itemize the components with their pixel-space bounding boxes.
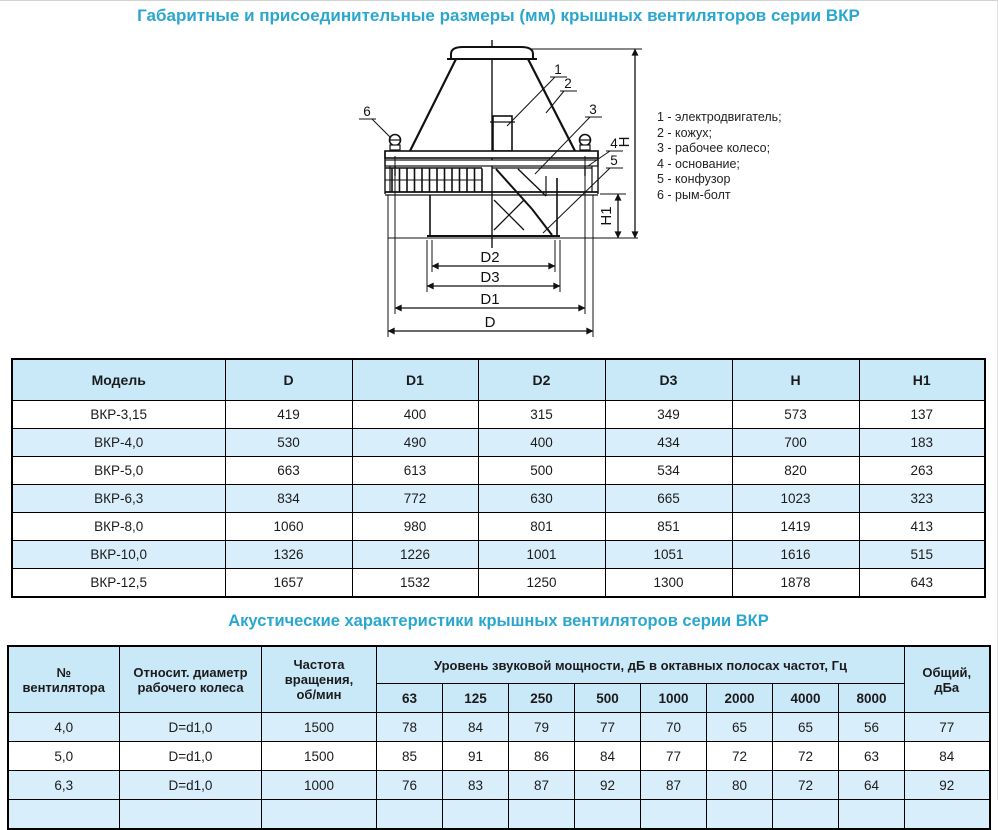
cell: ВКР-8,0 bbox=[12, 513, 225, 541]
cell bbox=[641, 800, 707, 830]
dim-label-d1: D1 bbox=[480, 291, 500, 308]
cell: 56 bbox=[839, 713, 905, 742]
dim-label-d: D bbox=[484, 314, 496, 331]
cell: 92 bbox=[575, 771, 641, 800]
cell: 820 bbox=[732, 457, 859, 485]
cell bbox=[773, 800, 839, 830]
legend-item: 6 - рым-болт bbox=[657, 187, 731, 202]
table-row bbox=[8, 742, 990, 771]
cell: 980 bbox=[352, 513, 478, 541]
col-header-d3: D3 bbox=[605, 359, 732, 401]
cell: 4,0 bbox=[8, 713, 120, 742]
cell: ВКР-12,5 bbox=[12, 569, 225, 598]
cell bbox=[707, 800, 773, 830]
fan-diagram-section bbox=[0, 26, 998, 348]
cell bbox=[262, 800, 377, 830]
band-header: 1000 bbox=[641, 684, 707, 713]
cell bbox=[905, 800, 990, 830]
acoustics-table bbox=[7, 645, 991, 830]
cell: 573 bbox=[732, 401, 859, 429]
band-header: 125 bbox=[443, 684, 509, 713]
cell: 77 bbox=[641, 742, 707, 771]
cell: 5,0 bbox=[8, 742, 120, 771]
cell: 1878 bbox=[732, 569, 859, 598]
dim-label-d2: D2 bbox=[480, 249, 500, 266]
cell: 79 bbox=[509, 713, 575, 742]
header-row bbox=[8, 646, 990, 684]
dim-label-h: H bbox=[616, 136, 633, 148]
col-header-rotation: Частота вращения, об/мин bbox=[262, 646, 377, 713]
cell: 1060 bbox=[225, 513, 352, 541]
table-row-partial bbox=[8, 800, 990, 830]
legend-item: 1 - электродвигатель; bbox=[657, 110, 782, 124]
dimensions-table bbox=[11, 358, 986, 598]
cell: 613 bbox=[352, 457, 478, 485]
cell: 78 bbox=[377, 713, 443, 742]
cell: 1419 bbox=[732, 513, 859, 541]
cell: 80 bbox=[707, 771, 773, 800]
cell: 137 bbox=[859, 401, 985, 429]
table-row bbox=[8, 771, 990, 800]
cell: 500 bbox=[478, 457, 605, 485]
legend-item: 5 - конфузор bbox=[657, 172, 731, 186]
cell bbox=[839, 800, 905, 830]
table-row bbox=[8, 713, 990, 742]
callout-6: 6 bbox=[363, 104, 371, 119]
cell: 530 bbox=[225, 429, 352, 457]
cell: 6,3 bbox=[8, 771, 120, 800]
cell: ВКР-4,0 bbox=[12, 429, 225, 457]
diagram-legend bbox=[657, 110, 782, 203]
legend-item: 2 - кожух; bbox=[657, 125, 712, 140]
table-row bbox=[12, 513, 985, 541]
col-header-d: D bbox=[225, 359, 352, 401]
cell: 87 bbox=[509, 771, 575, 800]
cell: 801 bbox=[478, 513, 605, 541]
table-row bbox=[12, 485, 985, 513]
table-row bbox=[12, 541, 985, 569]
cell bbox=[509, 800, 575, 830]
cell: 315 bbox=[478, 401, 605, 429]
cell: 70 bbox=[641, 713, 707, 742]
cell bbox=[8, 800, 120, 830]
table-row bbox=[12, 401, 985, 429]
cell: 1250 bbox=[478, 569, 605, 598]
col-header-rel-diameter: Относит. диаметр рабочего колеса bbox=[120, 646, 262, 713]
table-row bbox=[12, 569, 985, 598]
cell: D=d1,0 bbox=[120, 771, 262, 800]
band-header: 500 bbox=[575, 684, 641, 713]
cell: 413 bbox=[859, 513, 985, 541]
cell: 86 bbox=[509, 742, 575, 771]
cell: 1023 bbox=[732, 485, 859, 513]
cell: ВКР-3,15 bbox=[12, 401, 225, 429]
page-title: Габаритные и присоединительные размеры (мм) крышных вентиляторов серии ВКР bbox=[137, 6, 860, 25]
cell: 65 bbox=[773, 713, 839, 742]
cell: 851 bbox=[605, 513, 732, 541]
band-header: 250 bbox=[509, 684, 575, 713]
cell: 323 bbox=[859, 485, 985, 513]
cell: 400 bbox=[352, 401, 478, 429]
cell: 772 bbox=[352, 485, 478, 513]
cell: 630 bbox=[478, 485, 605, 513]
col-header-model: Модель bbox=[12, 359, 225, 401]
cell: 83 bbox=[443, 771, 509, 800]
legend-item: 3 - рабочее колесо; bbox=[657, 141, 771, 155]
col-header-total: Общий, дБа bbox=[905, 646, 990, 713]
band-header: 63 bbox=[377, 684, 443, 713]
cell: 1226 bbox=[352, 541, 478, 569]
cell: 72 bbox=[773, 771, 839, 800]
cell: ВКР-10,0 bbox=[12, 541, 225, 569]
cell: 1500 bbox=[262, 713, 377, 742]
cell: 834 bbox=[225, 485, 352, 513]
cell: 534 bbox=[605, 457, 732, 485]
col-header-h1: H1 bbox=[859, 359, 985, 401]
cell: 349 bbox=[605, 401, 732, 429]
cell: 1616 bbox=[732, 541, 859, 569]
dim-label-h1: H1 bbox=[598, 206, 615, 226]
cell: 419 bbox=[225, 401, 352, 429]
dimension-lines bbox=[388, 49, 642, 337]
cell: 643 bbox=[859, 569, 985, 598]
cell: 1300 bbox=[605, 569, 732, 598]
cell: 77 bbox=[905, 713, 990, 742]
cell: 63 bbox=[839, 742, 905, 771]
cell: 72 bbox=[773, 742, 839, 771]
cell: 1326 bbox=[225, 541, 352, 569]
cell: 665 bbox=[605, 485, 732, 513]
band-header: 8000 bbox=[839, 684, 905, 713]
col-header-d2: D2 bbox=[478, 359, 605, 401]
cell: 76 bbox=[377, 771, 443, 800]
cell: 77 bbox=[575, 713, 641, 742]
cell: 64 bbox=[839, 771, 905, 800]
callout-4: 4 bbox=[610, 136, 618, 151]
band-header: 4000 bbox=[773, 684, 839, 713]
col-header-fan-no: № вентилятора bbox=[8, 646, 120, 713]
legend-item: 4 - основание; bbox=[657, 156, 740, 171]
table-row bbox=[12, 429, 985, 457]
cell: 515 bbox=[859, 541, 985, 569]
col-header-sound-group: Уровень звуковой мощности, дБ в октавных полосах частот, Гц bbox=[377, 646, 905, 684]
cell: 1657 bbox=[225, 569, 352, 598]
cell: 87 bbox=[641, 771, 707, 800]
callout-2: 2 bbox=[564, 76, 572, 91]
cell: ВКР-6,3 bbox=[12, 485, 225, 513]
cell: 263 bbox=[859, 457, 985, 485]
header-row bbox=[12, 359, 985, 401]
band-header: 2000 bbox=[707, 684, 773, 713]
cell: 65 bbox=[707, 713, 773, 742]
col-header-h: H bbox=[732, 359, 859, 401]
callout-3: 3 bbox=[589, 102, 597, 117]
callout-1: 1 bbox=[554, 62, 562, 77]
cell: 1051 bbox=[605, 541, 732, 569]
callout-5: 5 bbox=[610, 153, 618, 168]
cell bbox=[575, 800, 641, 830]
cell: D=d1,0 bbox=[120, 742, 262, 771]
cell: 84 bbox=[905, 742, 990, 771]
cell: 700 bbox=[732, 429, 859, 457]
cell: 84 bbox=[575, 742, 641, 771]
dim-label-d3: D3 bbox=[480, 269, 500, 286]
table-row bbox=[12, 457, 985, 485]
cell: 1001 bbox=[478, 541, 605, 569]
cell: 84 bbox=[443, 713, 509, 742]
cell: 183 bbox=[859, 429, 985, 457]
cell: 490 bbox=[352, 429, 478, 457]
cell: D=d1,0 bbox=[120, 713, 262, 742]
cell: 91 bbox=[443, 742, 509, 771]
col-header-d1: D1 bbox=[352, 359, 478, 401]
acoustic-title: Акустические характеристики крышных вентиляторов серии ВКР bbox=[228, 612, 769, 630]
cell: 434 bbox=[605, 429, 732, 457]
cell: 72 bbox=[707, 742, 773, 771]
cell bbox=[443, 800, 509, 830]
cell: 92 bbox=[905, 771, 990, 800]
cell: ВКР-5,0 bbox=[12, 457, 225, 485]
cell: 400 bbox=[478, 429, 605, 457]
cell: 1532 bbox=[352, 569, 478, 598]
cell bbox=[377, 800, 443, 830]
cell: 1500 bbox=[262, 742, 377, 771]
cell: 85 bbox=[377, 742, 443, 771]
cell: 663 bbox=[225, 457, 352, 485]
fan-drawing bbox=[330, 26, 665, 346]
cell: 1000 bbox=[262, 771, 377, 800]
cell bbox=[120, 800, 262, 830]
